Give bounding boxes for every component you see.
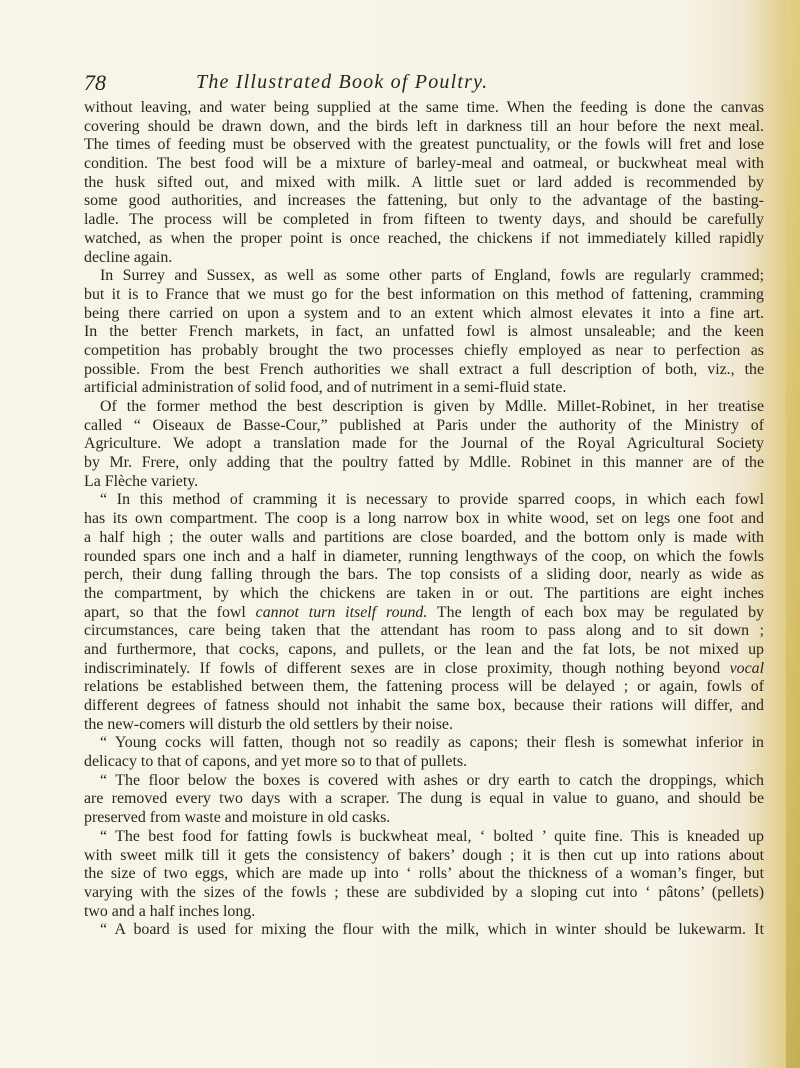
text-line: Agriculture. We adopt a translation made for the Journal of the Royal Agricultural Society [84, 435, 764, 453]
text-run: apart, so that the fowl [84, 603, 256, 621]
text-line: with sweet milk till it gets the consistency of bakers’ dough ; it is then cut up into rations about [84, 846, 764, 864]
text-line: competition has probably brought the two processes chiefly employed as near to perfection as [84, 341, 764, 359]
text-line: the size of two eggs, which are made up into ‘ rolls’ about the thickness of a woman’s finger, but [84, 865, 764, 883]
text-run: indiscriminately. If fowls of different sexes are in close proximity, though nothing beyond [84, 659, 730, 677]
text-line: preserved from waste and moisture in old casks. [84, 809, 391, 827]
text-line: condition. The best food will be a mixture of barley-meal and oatmeal, or buckwheat meal with [84, 155, 764, 173]
text-line: two and a half inches long. [84, 902, 256, 920]
text-line: some good authorities, and increases the fattening, but only to the advantage of the basting- [84, 192, 764, 210]
text-line: a half high ; the outer walls and partitions are close boarded, and the bottom only is made with [84, 528, 764, 546]
text-line: being there carried on upon a system and to an extent which almost elevates it into a fine art. [84, 304, 764, 322]
italic-text-run: cannot turn itself round. [255, 603, 428, 621]
text-line: “ Young cocks will fatten, though not so readily as capons; their flesh is somewhat inferior in [100, 734, 764, 752]
page-header [84, 70, 744, 100]
text-line: without leaving, and water being supplied at the same time. When the feeding is done the canvas [84, 99, 764, 116]
text-line: but it is to France that we must go for the best information on this method of fattening, cramming [84, 285, 764, 303]
text-line: artificial administration of solid food, and of nutriment in a semi-fluid state. [84, 379, 567, 397]
text-line: varying with the sizes of the fowls ; these are subdivided by a sloping cut into ‘ pâtons’ (pellets) [84, 883, 764, 901]
text-line: the new-comers will disturb the old settlers by their noise. [84, 715, 453, 733]
text-line: watched, as when the proper point is once reached, the chickens if not immediately killed rapidly [84, 229, 764, 247]
text-line [84, 604, 764, 623]
text-line: In Surrey and Sussex, as well as some other parts of England, fowls are regularly crammed; [100, 267, 764, 285]
text-line: has its own compartment. The coop is a long narrow box in white wood, set on legs one foot and [84, 510, 764, 528]
text-line: relations be established between them, the fattening process will be delayed ; or again, fowls of [84, 678, 764, 696]
text-line: decline again. [84, 248, 173, 266]
text-line: rounded spars one inch and a half in diameter, running lengthways of the coop, on which the fowls [84, 547, 764, 565]
text-line: Of the former method the best description is given by Mdlle. Millet-Robinet, in her treatise [100, 398, 764, 415]
text-run: The length of each box may be regulated by [427, 603, 764, 621]
text-line: ladle. The process will be completed in from fifteen to twenty days, and should be carefully [84, 211, 764, 229]
page-number: 78 [84, 70, 106, 95]
text-line: the husk sifted out, and mixed with milk. A little suet or lard added is recommended by [84, 173, 764, 191]
text-line: The times of feeding must be observed with the greatest punctuality, or the fowls will fret and lose [84, 136, 764, 154]
text-line: “ The best food for fatting fowls is buckwheat meal, ‘ bolted ’ quite fine. This is kneaded up [100, 827, 764, 845]
text-line: are removed every two days with a scraper. The dung is equal in value to guano, and should be [84, 790, 764, 808]
text-line: perch, their dung falling through the bars. The top consists of a sliding door, nearly as wide as [84, 566, 764, 584]
text-line: circumstances, care being taken that the attendant has room to pass along and to sit down ; [84, 622, 764, 640]
running-title: The Illustrated Book of Poultry. [196, 71, 489, 93]
text-line: the compartment, by which the chickens are taken in or out. The partitions are eight inches [84, 584, 764, 602]
text-line: In the better French markets, in fact, an unfatted fowl is almost unsaleable; and the keen [84, 323, 764, 341]
text-line: possible. From the best French authorities we shall extract a full description of both, viz., the [84, 360, 764, 378]
body-text [84, 99, 764, 940]
text-line: “ A board is used for mixing the flour with the milk, which in winter should be lukewarm. It [100, 921, 764, 939]
text-line [84, 660, 764, 679]
italic-text-run: vocal [729, 659, 764, 677]
text-line: called “ Oiseaux de Basse-Cour,” published at Paris under the authority of the Ministry of [84, 416, 764, 434]
text-line: and furthermore, that cocks, capons, and pullets, or the lean and the fat lots, be not mixed up [84, 640, 764, 658]
text-line: covering should be drawn down, and the birds left in darkness till an hour before the next meal. [84, 117, 764, 135]
text-line: different degrees of fatness should not inhabit the same box, because their rations will differ, and [84, 697, 764, 714]
text-line: by Mr. Frere, only adding that the poultry fatted by Mdlle. Robinet in this manner are of the [84, 454, 764, 472]
text-line: “ The floor below the boxes is covered with ashes or dry earth to catch the droppings, which [100, 771, 764, 789]
page-edge-stain [786, 0, 800, 1068]
text-line: La Flèche variety. [84, 472, 199, 490]
text-line: delicacy to that of capons, and yet more so to that of pullets. [84, 753, 468, 771]
text-line: “ In this method of cramming it is necessary to provide sparred coops, in which each fowl [100, 491, 764, 509]
